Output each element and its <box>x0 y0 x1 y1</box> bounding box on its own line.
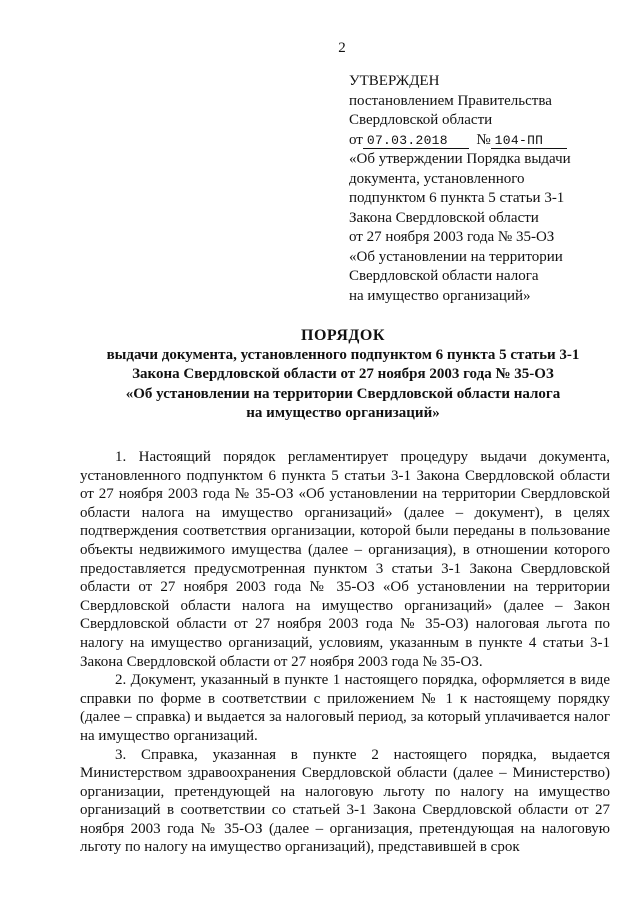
approval-line-2: Свердловской области <box>349 112 493 128</box>
title-line: Закона Свердловской области от 27 ноября 2003 года № 35-ОЗ <box>132 366 554 382</box>
title-main: ПОРЯДОК <box>301 327 385 344</box>
document-body <box>80 448 610 857</box>
approval-ref-line: Закона Свердловской области <box>349 209 539 226</box>
approval-ref-line: Свердловской области налога <box>349 268 539 284</box>
page-number: 2 <box>338 40 346 56</box>
approval-block <box>349 72 619 306</box>
number-prefix: № <box>476 131 491 148</box>
title-line: на имущество организаций» <box>246 405 440 421</box>
approval-ref-line: подпунктом 6 пункта 5 статьи 3-1 <box>349 190 565 206</box>
approval-line-1: постановлением Правительства <box>349 92 552 109</box>
paragraph-2: 2. Документ, указанный в пункте 1 настоящего порядка, оформляется в виде справки по форме в соответствии с приложением № 1 к настоящему порядку (далее – справка) и выдается за налоговый период, за который уплачивается налог на имущество организаций. <box>80 672 610 744</box>
date-prefix: от <box>349 131 363 148</box>
title-line: выдачи документа, установленного подпунктом 6 пункта 5 статьи 3-1 <box>106 346 580 363</box>
approval-ref-line: «Об утверждении Порядка выдачи <box>349 151 571 167</box>
approval-ref-line: «Об установлении на территории <box>349 248 563 265</box>
approval-number: 104-ПП <box>491 133 567 149</box>
approval-heading: УТВЕРЖДЕН <box>349 73 440 89</box>
approval-date: 07.03.2018 <box>363 133 469 149</box>
paragraph-1: 1. Настоящий порядок регламентирует процедуру выдачи документа, установленного подпунктом 6 пункта 5 статьи 3-1 Закона Свердловской области от 27 ноября 2003 года № 35-ОЗ «Об установлении на территории Свердловской области налога на имущество организаций» (далее – документ), в целях подтверждения соответствия организации, которой были переданы в пользование объекты недвижимого имущества (далее – организация), в отношении которого предоставляется предусмотренная пунктом 3 статьи 3-1 Закона Свердловской области от 27 ноября 2003 года № 35-ОЗ «Об установлении на территории Свердловской области налога на имущество организаций» (далее – Закон Свердловской области от 27 ноября 2003 года № 35-ОЗ) налоговая льгота по налогу на имущество организаций, условиям, указанным в пункте 4 статьи 3-1 Закона Свердловской области от 27 ноября 2003 года № 35-ОЗ. <box>80 449 610 670</box>
title-line: «Об установлении на территории Свердловской области налога <box>125 385 561 402</box>
document-title <box>78 326 608 424</box>
approval-date-line <box>349 131 619 151</box>
paragraph-3: 3. Справка, указанная в пункте 2 настоящего порядка, выдается Министерством здравоохранения Свердловской области (далее – Министерство) организации, претендующей на налоговую льготу по налогу на имущество организаций в соответствии со статьей 3-1 Закона Свердловской области от 27 ноября 2003 года № 35-ОЗ (далее – организация, претендующая на налоговую льготу по налогу на имущество организаций), представившей в срок <box>80 746 610 856</box>
approval-ref-line: на имущество организаций» <box>349 287 531 304</box>
approval-ref-line: от 27 ноября 2003 года № 35-ОЗ <box>349 229 555 245</box>
approval-ref-line: документа, установленного <box>349 170 525 187</box>
